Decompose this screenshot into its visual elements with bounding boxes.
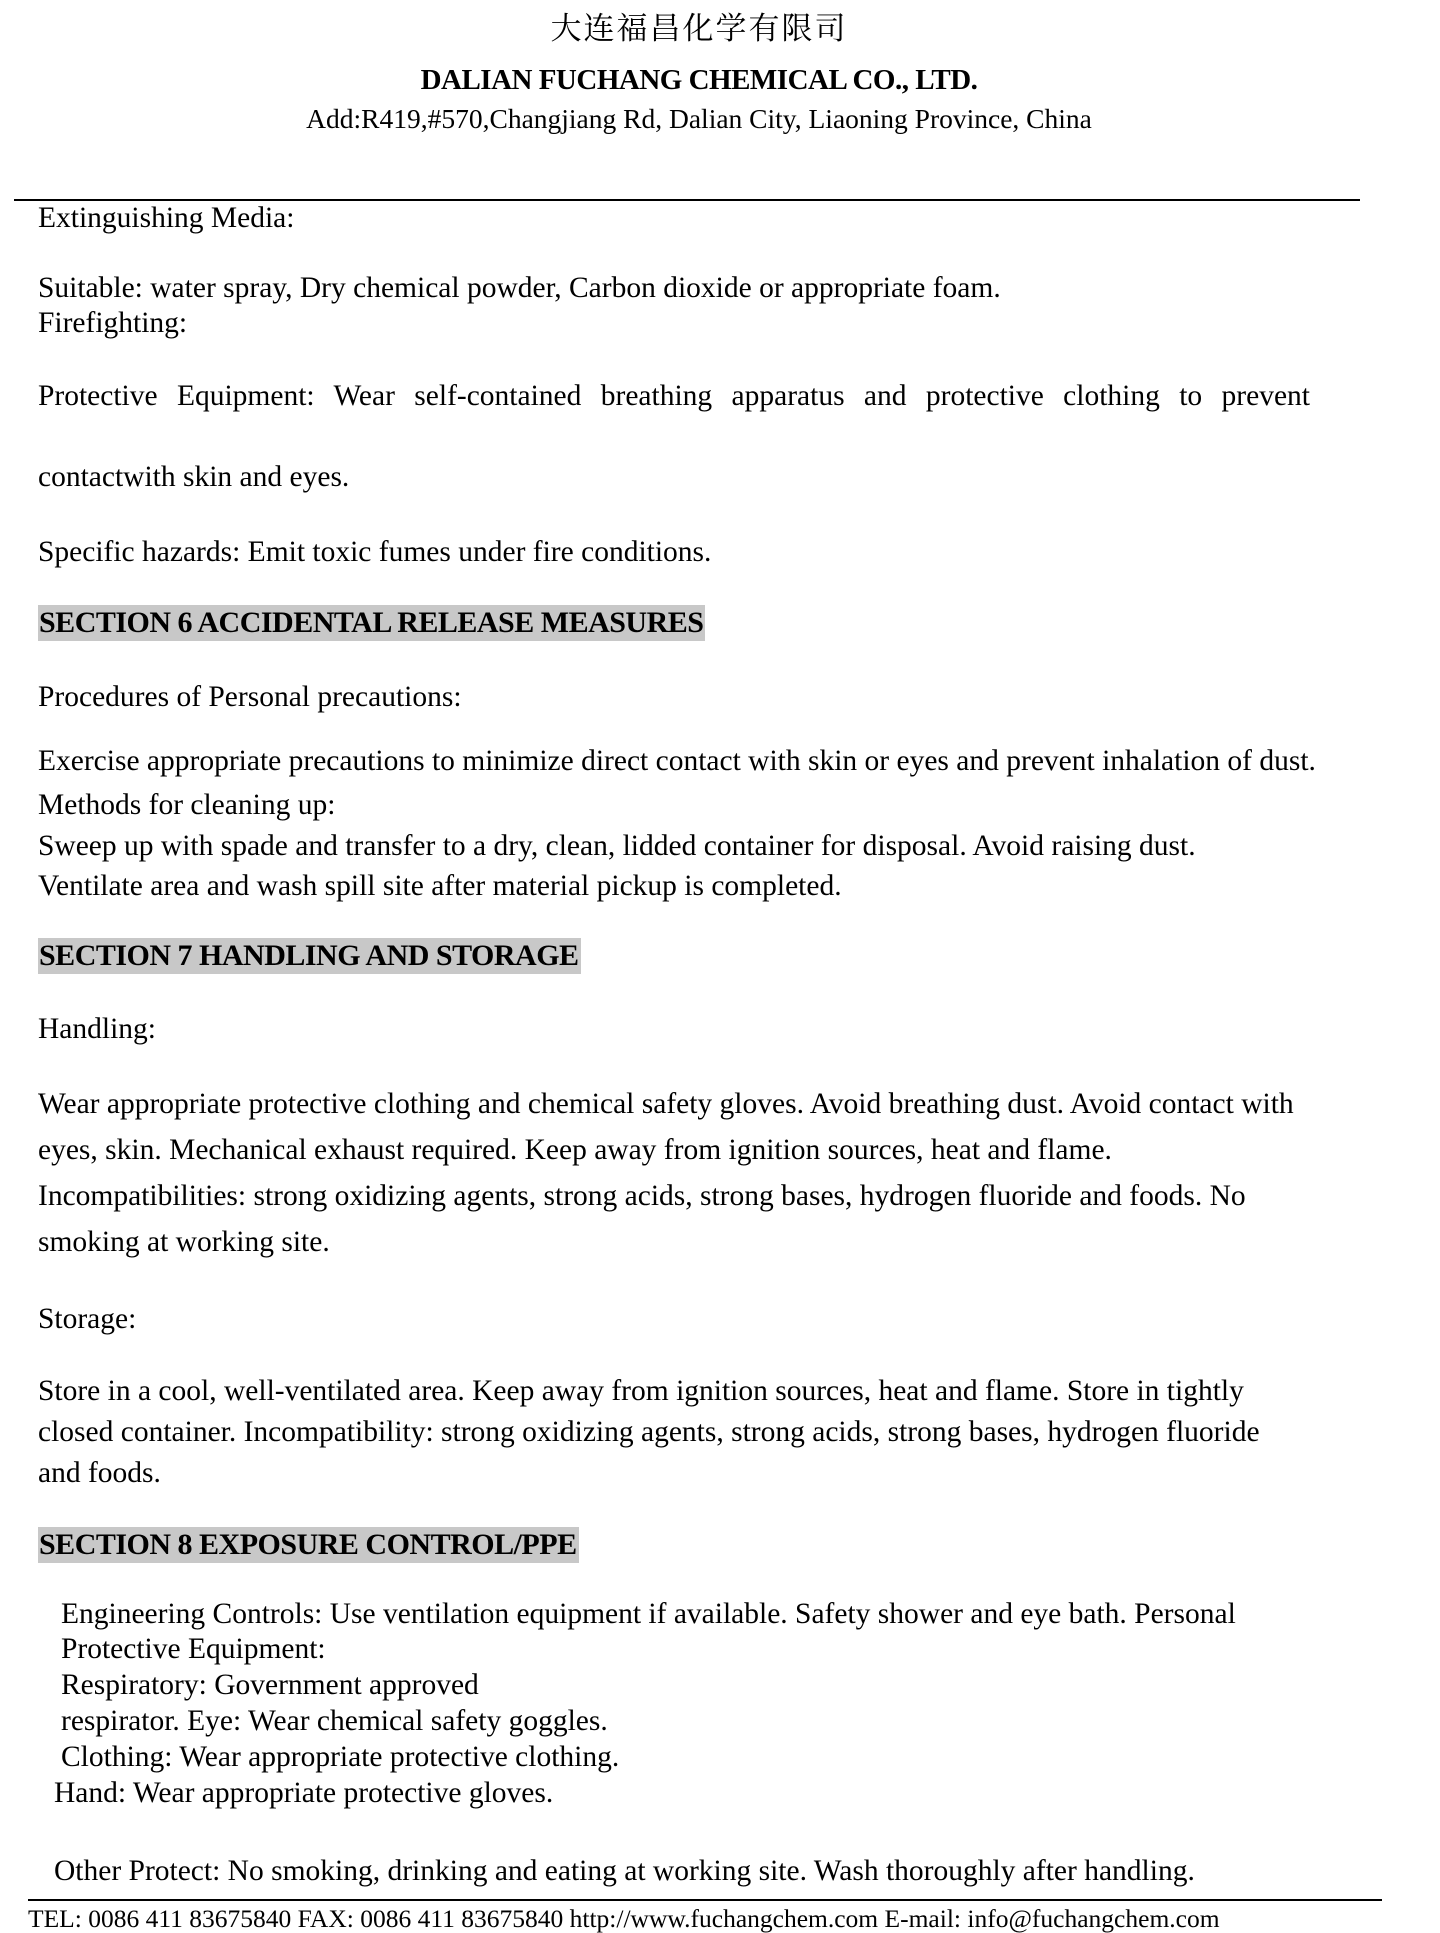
storage-line-1: Store in a cool, well-ventilated area. Keep away from ignition sources, heat and flame. Store in tightly	[38, 1375, 1244, 1407]
suitable-media-text: Suitable: water spray, Dry chemical powder, Carbon dioxide or appropriate foam.	[38, 272, 1001, 304]
extinguishing-media-label: Extinguishing Media:	[38, 202, 295, 234]
hand-text: Hand: Wear appropriate protective gloves.	[54, 1777, 554, 1809]
company-name-chinese: 大连福昌化学有限司	[550, 11, 848, 47]
cleaning-methods-line-1: Sweep up with spade and transfer to a dry, clean, lidded container for disposal. Avoid raising dust.	[38, 830, 1196, 862]
handling-line-1: Wear appropriate protective clothing and chemical safety gloves. Avoid breathing dust. Avoid contact with	[38, 1088, 1294, 1120]
storage-line-2: closed container. Incompatibility: strong oxidizing agents, strong acids, strong bases, hydrogen fluoride	[38, 1416, 1260, 1448]
specific-hazards-text: Specific hazards: Emit toxic fumes under fire conditions.	[38, 536, 712, 568]
protective-equipment-line-1: Protective Equipment: Wear self-contained breathing apparatus and protective clothing to prevent	[38, 380, 1310, 412]
section-7-heading: SECTION 7 HANDLING AND STORAGE	[39, 939, 579, 972]
company-address: Add:R419,#570,Changjiang Rd, Dalian City, Liaoning Province, China	[306, 103, 1092, 134]
footer-contact-info: TEL: 0086 411 83675840 FAX: 0086 411 83675840 http://www.fuchangchem.com E-mail: info@fuchangchem.com	[28, 1904, 1220, 1933]
respirator-eye-text: respirator. Eye: Wear chemical safety goggles.	[61, 1705, 608, 1737]
engineering-controls-line-1: Engineering Controls: Use ventilation equipment if available. Safety shower and eye bath. Personal	[61, 1598, 1236, 1630]
storage-line-3: and foods.	[38, 1457, 161, 1489]
firefighting-label: Firefighting:	[38, 307, 188, 339]
handling-line-2: eyes, skin. Mechanical exhaust required. Keep away from ignition sources, heat and flame.	[38, 1134, 1112, 1166]
protective-equipment-line-2: contactwith skin and eyes.	[38, 461, 350, 493]
clothing-text: Clothing: Wear appropriate protective clothing.	[61, 1741, 620, 1773]
section-8-heading: SECTION 8 EXPOSURE CONTROL/PPE	[39, 1528, 577, 1561]
company-name-english: DALIAN FUCHANG CHEMICAL CO., LTD.	[420, 64, 978, 96]
personal-precautions-label: Procedures of Personal precautions:	[38, 681, 462, 713]
handling-line-3: Incompatibilities: strong oxidizing agents, strong acids, strong bases, hydrogen fluoride and foods. No	[38, 1180, 1246, 1212]
cleaning-methods-label: Methods for cleaning up:	[38, 789, 336, 821]
respiratory-text: Respiratory: Government approved	[61, 1669, 479, 1701]
engineering-controls-line-2: Protective Equipment:	[61, 1633, 326, 1665]
cleaning-methods-line-2: Ventilate area and wash spill site after material pickup is completed.	[38, 870, 842, 902]
handling-label: Handling:	[38, 1013, 156, 1045]
storage-label: Storage:	[38, 1303, 137, 1335]
section-6-heading: SECTION 6 ACCIDENTAL RELEASE MEASURES	[39, 606, 704, 639]
personal-precautions-text: Exercise appropriate precautions to minimize direct contact with skin or eyes and prevent inhalation of dust.	[38, 745, 1316, 777]
other-protect-text: Other Protect: No smoking, drinking and eating at working site. Wash thoroughly after handling.	[54, 1855, 1195, 1887]
header-rule	[14, 199, 1360, 201]
footer-rule	[28, 1899, 1382, 1901]
handling-line-4: smoking at working site.	[38, 1226, 330, 1258]
